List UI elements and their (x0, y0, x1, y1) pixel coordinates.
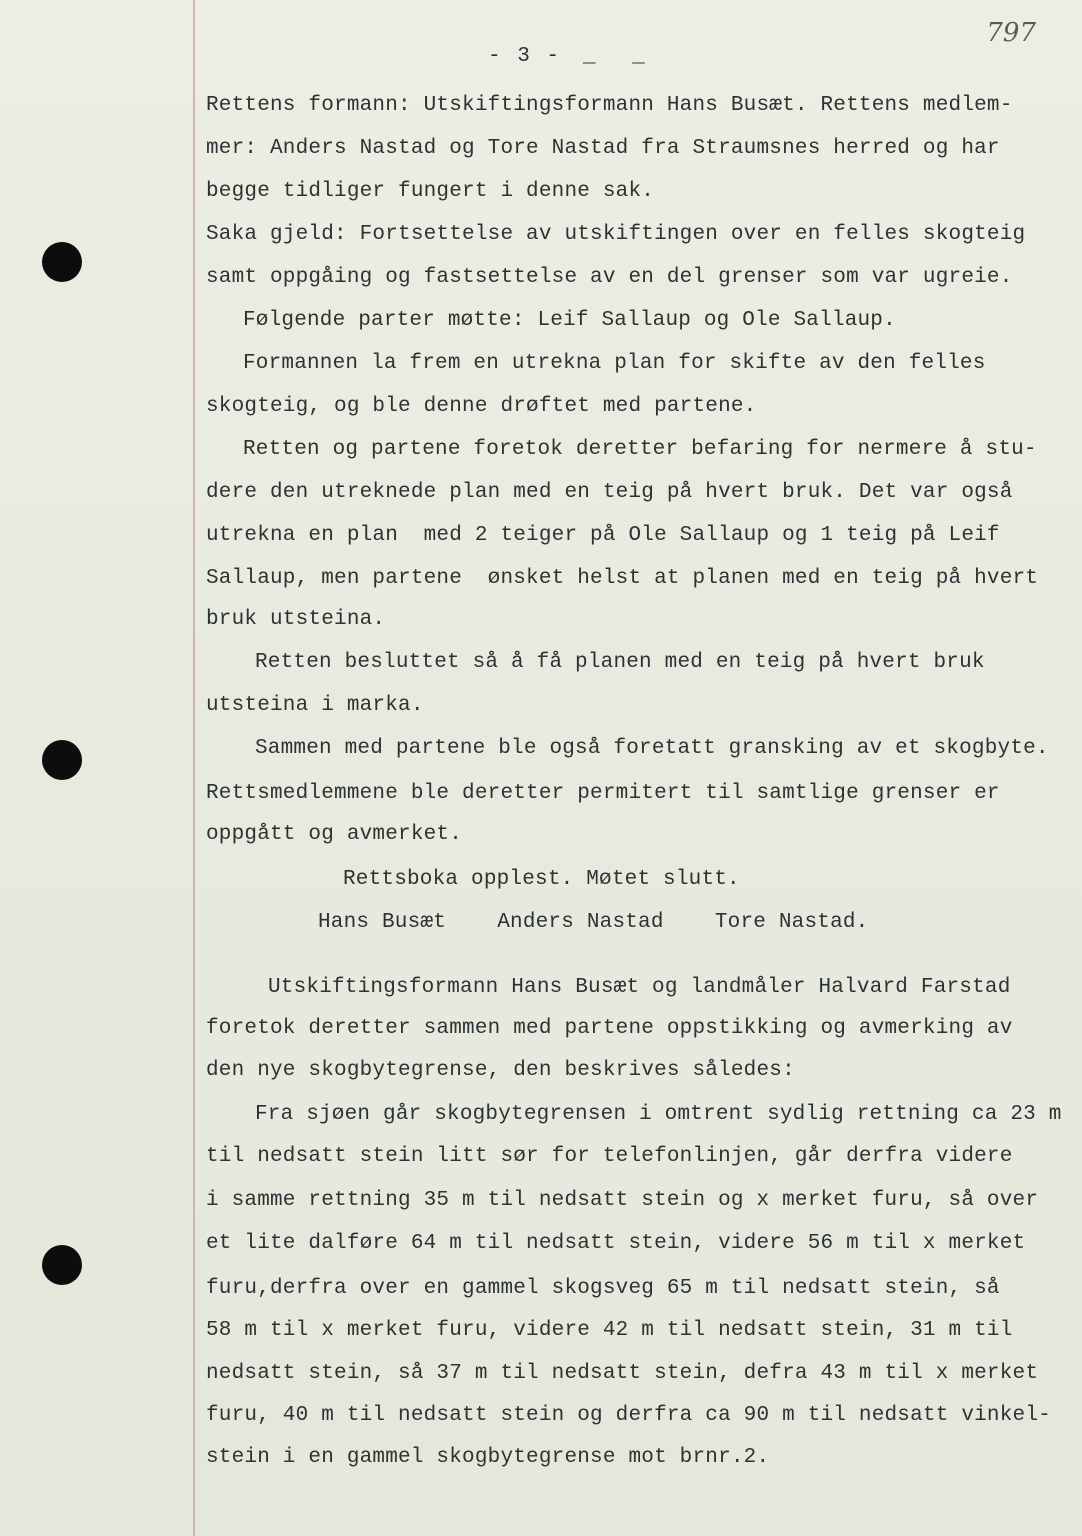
page-number-text: - 3 - (488, 45, 562, 68)
text-line: Saka gjeld: Fortsettelse av utskiftingen over en felles skogteig (206, 223, 1026, 246)
margin-rule (193, 0, 195, 1536)
text-line: til nedsatt stein litt sør for telefonlinjen, går derfra videre (206, 1145, 1013, 1168)
text-line: skogteig, og ble denne drøftet med partene. (206, 395, 757, 418)
text-line: oppgått og avmerket. (206, 823, 463, 846)
text-line: Følgende parter møtte: Leif Sallaup og Ole Sallaup. (243, 309, 896, 332)
text-line: et lite dalføre 64 m til nedsatt stein, videre 56 m til x merket (206, 1232, 1026, 1255)
text-line: mer: Anders Nastad og Tore Nastad fra Straumsnes herred og har (206, 137, 1000, 160)
text-line: furu, 40 m til nedsatt stein og derfra ca 90 m til nedsatt vinkel- (206, 1404, 1051, 1427)
text-line: Rettens formann: Utskiftingsformann Hans Busæt. Rettens medlem- (206, 94, 1013, 117)
text-line: furu,derfra over en gammel skogsveg 65 m til nedsatt stein, så (206, 1277, 1000, 1300)
text-line: begge tidliger fungert i denne sak. (206, 180, 655, 203)
text-line: Retten besluttet så å få planen med en teig på hvert bruk (255, 651, 985, 674)
punch-hole-middle (42, 740, 82, 780)
punch-hole-top (42, 242, 82, 282)
text-line: bruk utsteina. (206, 608, 386, 631)
page-number (488, 45, 657, 68)
text-line: nedsatt stein, så 37 m til nedsatt stein, defra 43 m til x merket (206, 1362, 1039, 1385)
text-line: Retten og partene foretok deretter befaring for nermere å stu- (243, 438, 1037, 461)
text-line: Fra sjøen går skogbytegrensen i omtrent sydlig rettning ca 23 m (255, 1103, 1062, 1126)
text-line: Sallaup, men partene ønsket helst at planen med en teig på hvert (206, 567, 1039, 590)
text-line: Rettsmedlemmene ble deretter permitert til samtlige grenser er (206, 782, 1000, 805)
text-line: utsteina i marka. (206, 694, 424, 717)
text-line: Utskiftingsformann Hans Busæt og landmåler Halvard Farstad (268, 976, 1011, 999)
text-line: den nye skogbytegrense, den beskrives således: (206, 1059, 795, 1082)
text-line: foretok deretter sammen med partene oppstikking og avmerking av (206, 1017, 1013, 1040)
signatures-line: Hans Busæt Anders Nastad Tore Nastad. (318, 911, 869, 934)
page-number-dashes: _ _ (583, 45, 657, 68)
text-line: dere den utreknede plan med en teig på hvert bruk. Det var også (206, 481, 1013, 504)
text-line: i samme rettning 35 m til nedsatt stein og x merket furu, så over (206, 1189, 1039, 1212)
text-line: samt oppgåing og fastsettelse av en del grenser som var ugreie. (206, 266, 1013, 289)
text-line: utrekna en plan med 2 teiger på Ole Sallaup og 1 teig på Leif (206, 524, 1000, 547)
text-line: Rettsboka opplest. Møtet slutt. (343, 868, 740, 891)
text-line: 58 m til x merket furu, videre 42 m til nedsatt stein, 31 m til (206, 1319, 1013, 1342)
text-line: stein i en gammel skogbytegrense mot brnr.2. (206, 1446, 770, 1469)
punch-hole-bottom (42, 1245, 82, 1285)
folio-number: 797 (986, 18, 1036, 48)
text-line: Sammen med partene ble også foretatt gransking av et skogbyte. (255, 737, 1049, 760)
text-line: Formannen la frem en utrekna plan for skifte av den felles (243, 352, 986, 375)
